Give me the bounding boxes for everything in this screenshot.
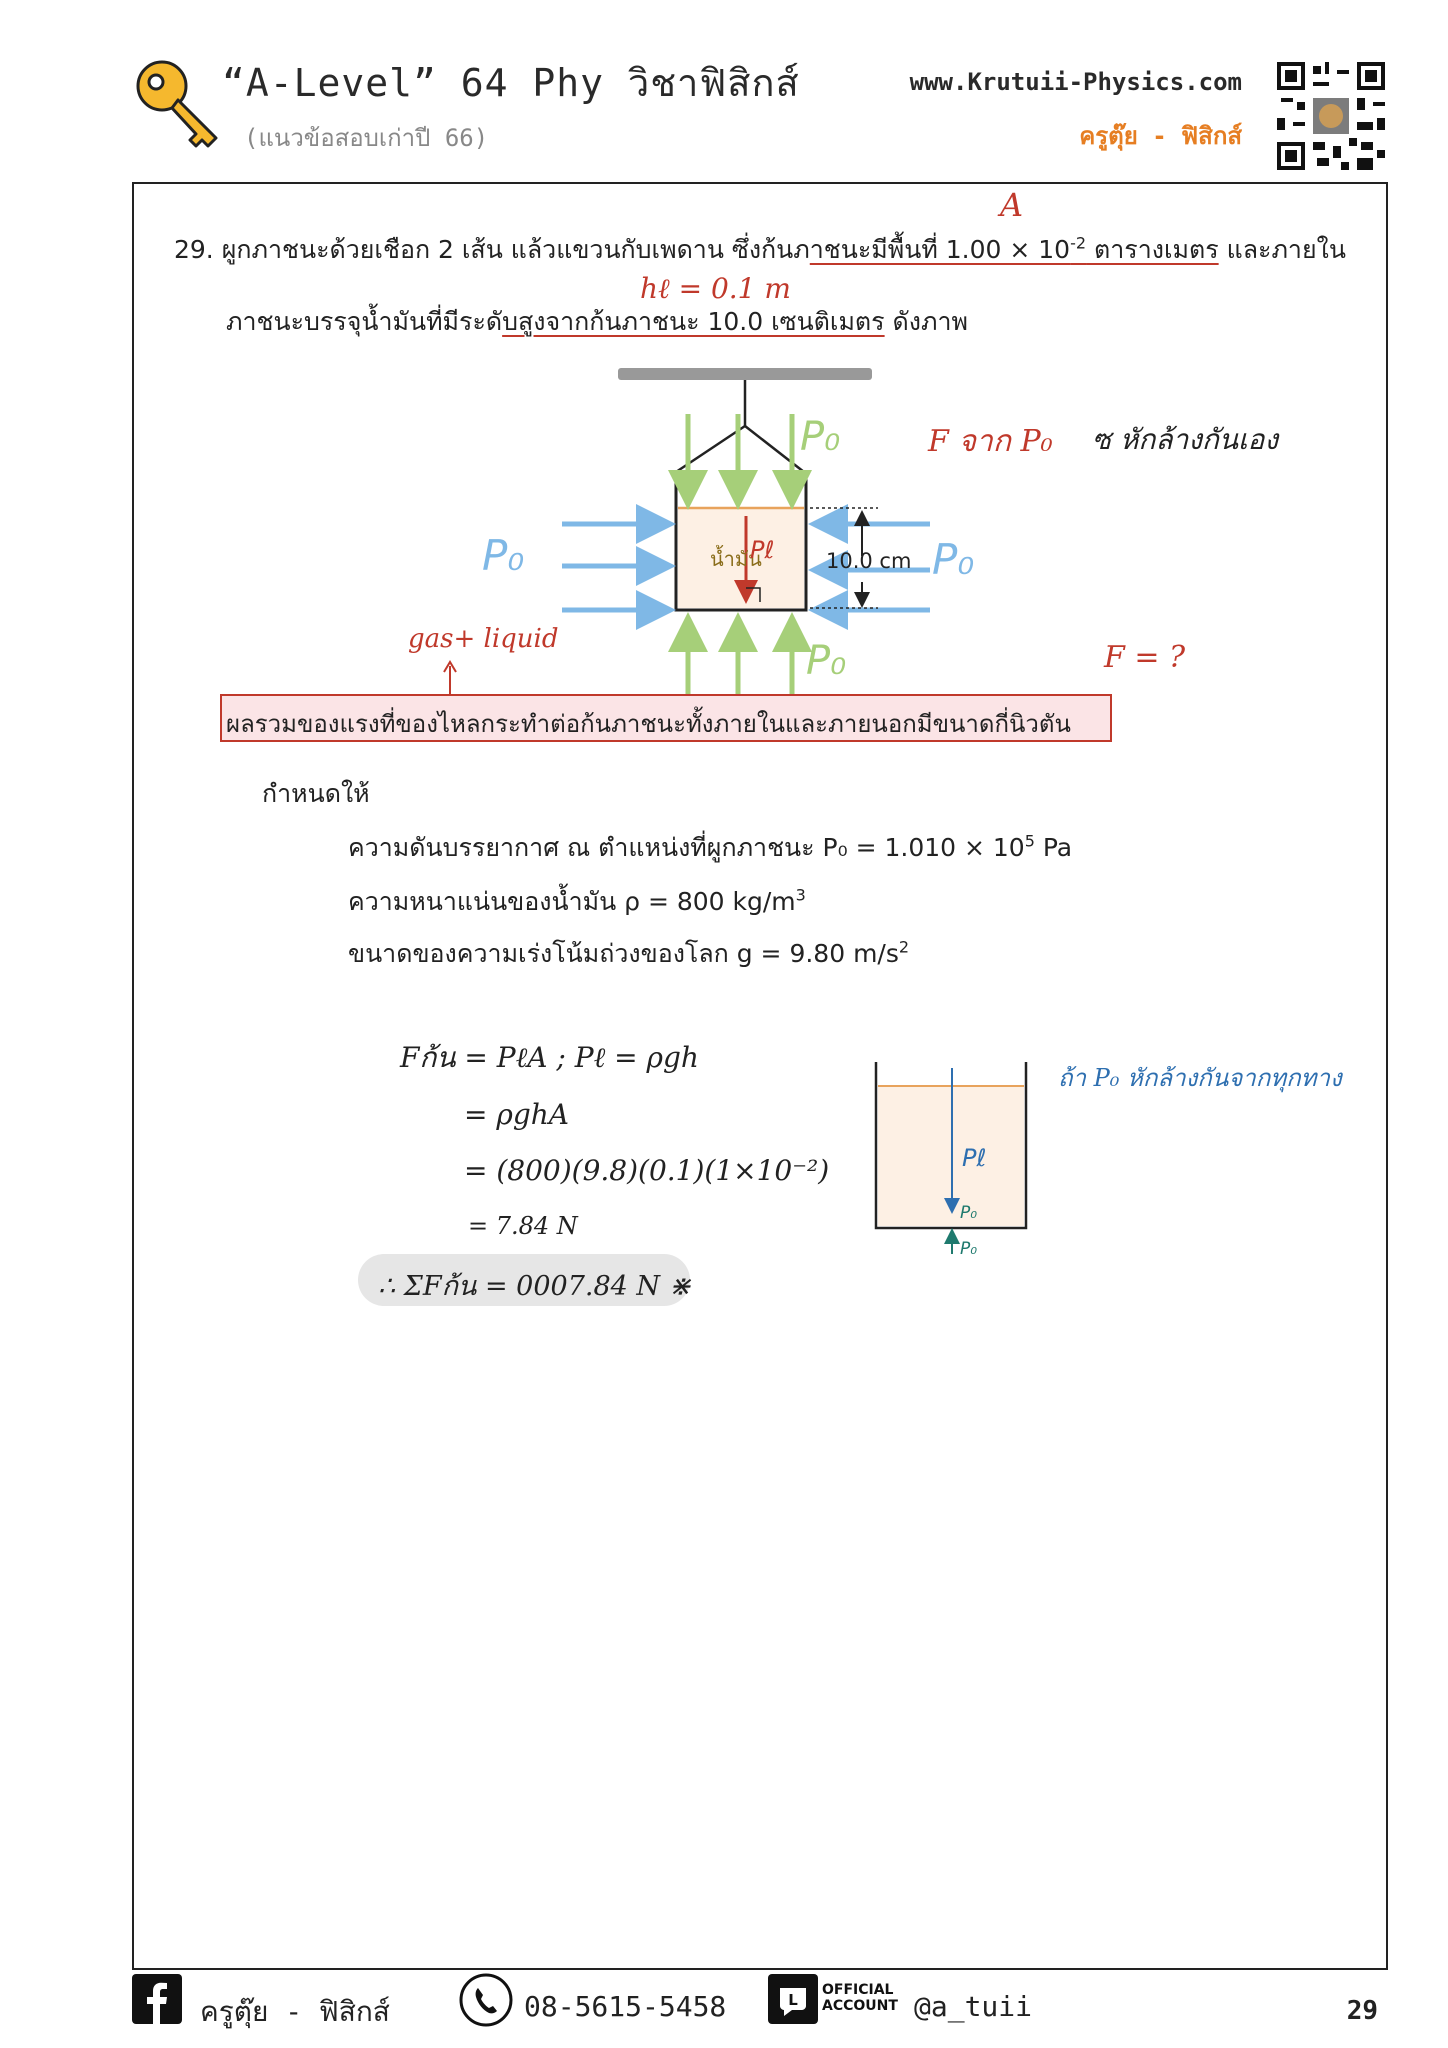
diagram2-p0-top: P₀ bbox=[960, 1203, 978, 1223]
header-subtitle: (แนวข้อสอบเก่าปี 66) bbox=[244, 124, 489, 152]
qr-code-icon bbox=[1277, 62, 1385, 170]
key-icon bbox=[132, 56, 224, 152]
question-line2-b: บสูงจากก้นภาชนะ 10.0 เซนติเมตร bbox=[502, 307, 885, 336]
header-author: ครูตุ๊ย - ฟิสิกส์ bbox=[1079, 122, 1242, 150]
note-height: hℓ = 0.1 m bbox=[640, 272, 791, 305]
page-number: 29 bbox=[1346, 1996, 1378, 2026]
header-website[interactable]: www.Krutuii-Physics.com bbox=[909, 68, 1242, 96]
diagram2-p0-bottom: P₀ bbox=[960, 1239, 978, 1259]
diagram2-note: ถ้า P₀ หักล้างกันจากทุกทาง bbox=[1058, 1064, 1342, 1092]
pl-label: Pℓ bbox=[750, 536, 775, 564]
given-label: กำหนดให้ bbox=[262, 779, 370, 808]
work-line-4: = 7.84 N bbox=[468, 1212, 578, 1240]
question-line2-a: ภาชนะบรรจุน้ำมันที่มีระดั bbox=[226, 307, 503, 336]
answer-text: ∴ ΣFก้น = 0007.84 N ⋇ bbox=[378, 1271, 692, 1302]
footer-facebook[interactable]: ครูตุ๊ย - ฟิสิกส์ bbox=[200, 1995, 390, 2028]
work-line-1: Fก้น = PℓA ; Pℓ = ρgh bbox=[400, 1041, 699, 1074]
footer-line-id[interactable]: @a_tuii bbox=[914, 1990, 1033, 2023]
facebook-icon[interactable] bbox=[132, 1974, 182, 2024]
question-line1-c: ตารางเมตร bbox=[1086, 235, 1219, 264]
question-line-2 bbox=[226, 302, 968, 342]
question-line1-a: ผูกภาชนะด้วยเชือก 2 เส้น แล้วแขวนกับเพดาน ซึ่งก้นภ bbox=[221, 235, 810, 264]
p0-right-label: P₀ bbox=[932, 535, 975, 584]
p0-left-label: P₀ bbox=[482, 531, 525, 580]
given-pressure: ความดันบรรยากาศ ณ ตำแหน่งที่ผูกภาชนะ $P_0 = 1.010 \times 10^5$ Pa bbox=[348, 831, 1073, 862]
summary-text: ผลรวมของแรงที่ของไหลกระทำต่อก้นภาชนะทั้งภายในและภายนอกมีขนาดกี่นิวตัน bbox=[226, 710, 1071, 738]
ceiling bbox=[618, 368, 872, 380]
question-line1-exp: -2 bbox=[1070, 233, 1087, 253]
p0-top-label: P₀ bbox=[800, 414, 841, 460]
given-density: ความหนาแน่นของน้ำมัน ρ = 800 $kg/m^3$ bbox=[348, 885, 806, 916]
given-gravity: ขนาดของความเร่งโน้มถ่วงของโลก g = 9.80 $m/s^2$ bbox=[348, 937, 910, 968]
header-title: “A-Level” 64 Phy วิชาฟิสิกส์ bbox=[222, 61, 800, 105]
phone-icon[interactable] bbox=[458, 1972, 514, 2028]
note-F-unknown: F = ? bbox=[1104, 640, 1186, 675]
liquid-label: น้ำมัน bbox=[710, 547, 762, 571]
question-number: 29. bbox=[174, 235, 214, 264]
line-icon[interactable] bbox=[768, 1974, 818, 2024]
question-line-1 bbox=[174, 230, 1346, 270]
note-cancel: ซ หักล้างกันเอง bbox=[1092, 423, 1279, 456]
question-line1-b: าชนะมีพื้นที่ 1.00 × 10 bbox=[809, 235, 1071, 264]
height-label: 10.0 cm bbox=[826, 549, 912, 573]
note-area-A: A bbox=[1000, 186, 1024, 224]
container-diagram-2 bbox=[870, 1054, 1070, 1264]
footer-phone[interactable]: 08-5615-5458 bbox=[524, 1990, 727, 2023]
note-gas-liquid: gas+ liquid bbox=[408, 624, 559, 654]
footer-line-official: OFFICIAL ACCOUNT bbox=[822, 1982, 898, 2014]
diagram2-pl: Pℓ bbox=[962, 1144, 987, 1172]
question-line2-c: ดังภาพ bbox=[884, 307, 968, 336]
note-f-p0: F จาก P₀ bbox=[928, 424, 1053, 459]
work-line-3: = (800)(9.8)(0.1)(1×10⁻²) bbox=[464, 1154, 830, 1187]
work-line-2: = ρghA bbox=[464, 1098, 569, 1131]
p0-bottom-label: P₀ bbox=[806, 638, 847, 684]
question-line1-d: และภายใน bbox=[1218, 235, 1346, 264]
svg-text:L: L bbox=[788, 1991, 798, 2009]
